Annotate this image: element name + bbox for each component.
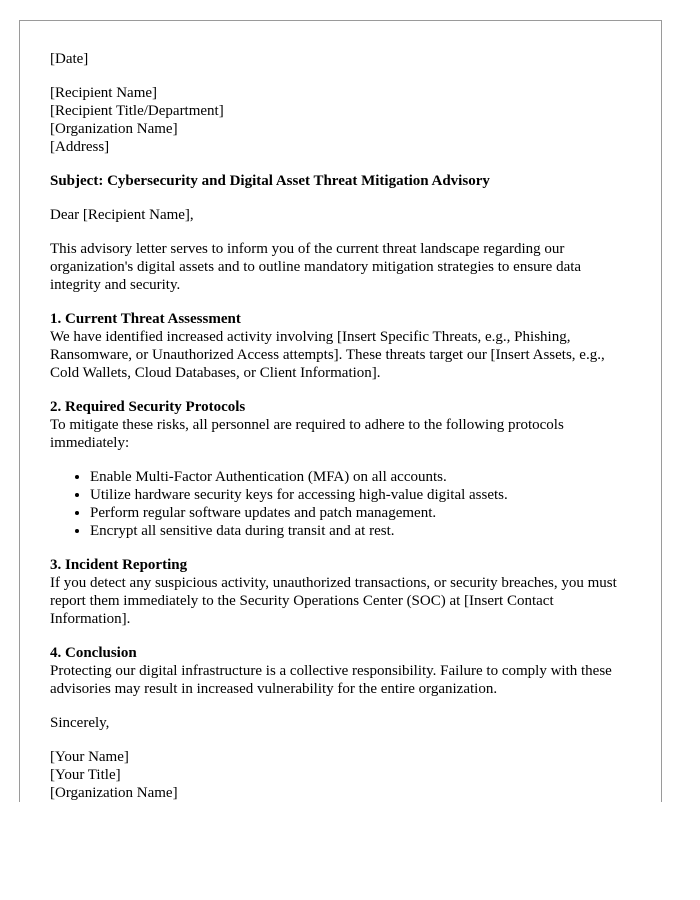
protocol-list bbox=[50, 468, 631, 540]
salutation: Dear [Recipient Name], bbox=[50, 207, 194, 223]
section-conclusion bbox=[50, 644, 631, 698]
recipient-address: [Address] bbox=[50, 139, 110, 155]
recipient-name: [Recipient Name] bbox=[50, 85, 158, 101]
section-body: To mitigate these risks, all personnel are required to adhere to the following protocols immediately: bbox=[50, 417, 564, 451]
intro-paragraph: This advisory letter serves to inform you of the current threat landscape regarding our organization's digital assets and to outline mandatory mitigation strategies to ensure data integrity and security. bbox=[50, 241, 582, 293]
letter-page bbox=[19, 20, 662, 802]
section-body: Protecting our digital infrastructure is a collective responsibility. Failure to comply with these advisories may result in increased vulnerability for the entire organization. bbox=[50, 663, 612, 697]
section-body: If you detect any suspicious activity, unauthorized transactions, or security breaches, you must report them immediately to the Security Operations Center (SOC) at [Insert Contact Information]. bbox=[50, 575, 617, 627]
section-incident-reporting bbox=[50, 556, 631, 628]
section-heading: 2. Required Security Protocols bbox=[50, 399, 246, 415]
section-threat-assessment bbox=[50, 310, 631, 382]
subject-line: Subject: Cybersecurity and Digital Asset Threat Mitigation Advisory bbox=[50, 173, 490, 189]
closing: Sincerely, bbox=[50, 715, 110, 731]
signature-block bbox=[50, 748, 631, 802]
section-heading: 3. Incident Reporting bbox=[50, 557, 188, 573]
signature-title: [Your Title] bbox=[50, 767, 121, 783]
list-item: • Perform regular software updates and patch management. bbox=[90, 504, 631, 522]
signature-name: [Your Name] bbox=[50, 749, 129, 765]
signature-organization: [Organization Name] bbox=[50, 785, 178, 801]
recipient-block bbox=[50, 84, 631, 156]
recipient-title-department: [Recipient Title/Department] bbox=[50, 103, 224, 119]
list-item: • Encrypt all sensitive data during transit and at rest. bbox=[90, 522, 631, 540]
section-body: We have identified increased activity involving [Insert Specific Threats, e.g., Phishing, Ransomware, or Unauthorized Access attempts]. These threats target our [Insert Assets, e.g., Cold Wallets, Cloud Databases, or Client Information]. bbox=[50, 329, 605, 381]
section-heading: 1. Current Threat Assessment bbox=[50, 311, 241, 327]
section-security-protocols bbox=[50, 398, 631, 540]
list-item: • Enable Multi-Factor Authentication (MFA) on all accounts. bbox=[90, 468, 631, 486]
list-item: • Utilize hardware security keys for accessing high-value digital assets. bbox=[90, 486, 631, 504]
section-heading: 4. Conclusion bbox=[50, 645, 137, 661]
recipient-organization: [Organization Name] bbox=[50, 121, 178, 137]
date-line: [Date] bbox=[50, 51, 89, 67]
